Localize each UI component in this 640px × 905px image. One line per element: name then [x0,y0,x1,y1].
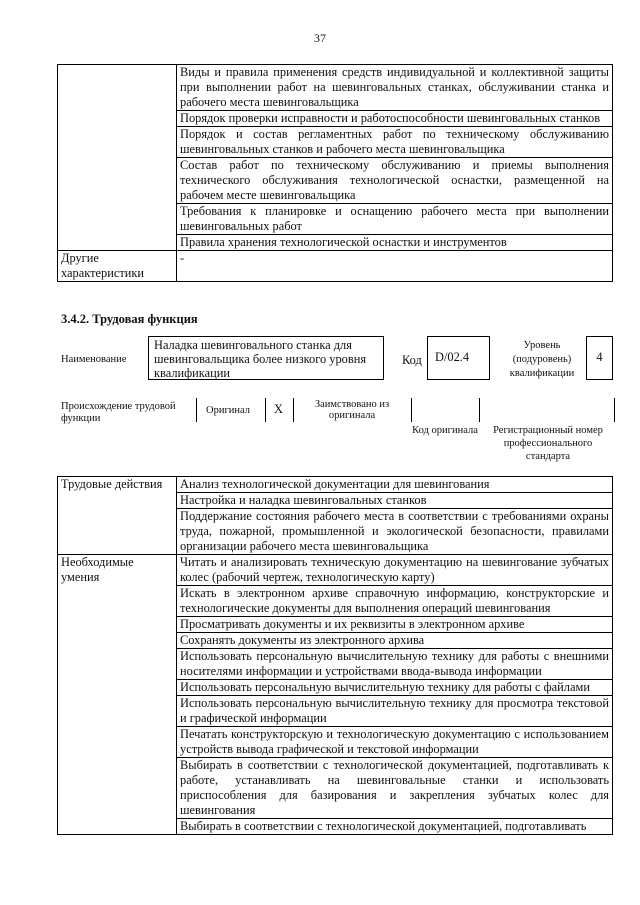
section-title: 3.4.2. Трудовая функция [61,312,198,326]
original-label: Оригинал [206,405,250,416]
table-row: Выбирать в соответствии с технологической документацией, подготавливать к работе, устанавливать на шевинговальные станки и использовать приспособления для базирования и закрепления зубчатых колес для шевингования [177,758,613,819]
code-value: D/02.4 [427,336,490,380]
table-row: Просматривать документы и их реквизиты в электронном архиве [177,617,613,633]
table-row: Печатать конструкторскую и технологическую документацию с использованием устройств вывода графической и текстовой информации [177,727,613,758]
table-row: Состав работ по техническому обслуживанию и приемы выполнения технического обслуживания технологической оснастки, размещенной на рабочем месте шевинговальщика [177,158,613,204]
code-original-caption: Код оригинала [412,425,478,436]
table-row: Поддержание состояния рабочего места в соответствии с требованиями охраны труда, пожарной, промышленной и экологической безопасности, правилами организации рабочего места шевинговальщика [177,509,613,555]
labor-actions-label: Трудовые действия [58,477,177,555]
table-row: Порядок проверки исправности и работоспособности шевинговальных станков [177,111,613,127]
labor-function-table [57,476,613,835]
function-name-value: Наладка шевинговального станка для шевинговальщика более низкого уровня квалификации [148,336,384,380]
required-skills-label: Необходимые умения [58,555,177,835]
other-characteristics-value: - [177,251,613,282]
code-label: Код [402,353,422,367]
table-row: Читать и анализировать техническую документацию на шевингование зубчатых колес (рабочий чертеж, технологическую карту) [177,555,613,586]
table-row: Анализ технологической документации для шевингования [177,477,613,493]
qualification-level-value: 4 [586,336,613,380]
reg-number-caption: Регистрационный номер профессионального стандарта [493,425,603,462]
table-row: Правила хранения технологической оснастки и инструментов [177,235,613,251]
table-row: Виды и правила применения средств индивидуальной и коллективной защиты при выполнении работ на шевинговальных станках, обслуживании станка и рабочего места шевинговальщика [177,65,613,111]
table-row: Использовать персональную вычислительную технику для работы с файлами [177,680,613,696]
knowledge-table-continued [57,64,613,282]
table-row: Использовать персональную вычислительную технику для просмотра текстовой и графической информации [177,696,613,727]
table-row: Использовать персональную вычислительную технику для работы с внешними носителями информации и устройствами ввода-вывода информации [177,649,613,680]
table-row: Порядок и состав регламентных работ по техническому обслуживанию шевинговальных станков и рабочего места шевинговальщика [177,127,613,158]
table-row: Сохранять документы из электронного архива [177,633,613,649]
table-row: Настройка и наладка шевинговальных станков [177,493,613,509]
other-characteristics-label: Другие характеристики [58,251,177,282]
table-row: Выбирать в соответствии с технологической документацией, подготавливать [177,819,613,835]
table-row: Искать в электронном архиве справочную информацию, конструкторские и технологические документы для выполнения операций шевингования [177,586,613,617]
origin-label: Происхождение трудовой функции [61,401,176,424]
borrowed-label: Заимствовано из оригинала [314,399,390,421]
table-row: Требования к планировке и оснащению рабочего места при выполнении шевинговальных работ [177,204,613,235]
function-name-label: Наименование [61,354,127,365]
table-label-empty [58,65,177,251]
qualification-level-label: Уровень (подуровень) квалификации [509,340,575,379]
original-mark: X [274,402,283,416]
page-number: 37 [314,31,326,45]
